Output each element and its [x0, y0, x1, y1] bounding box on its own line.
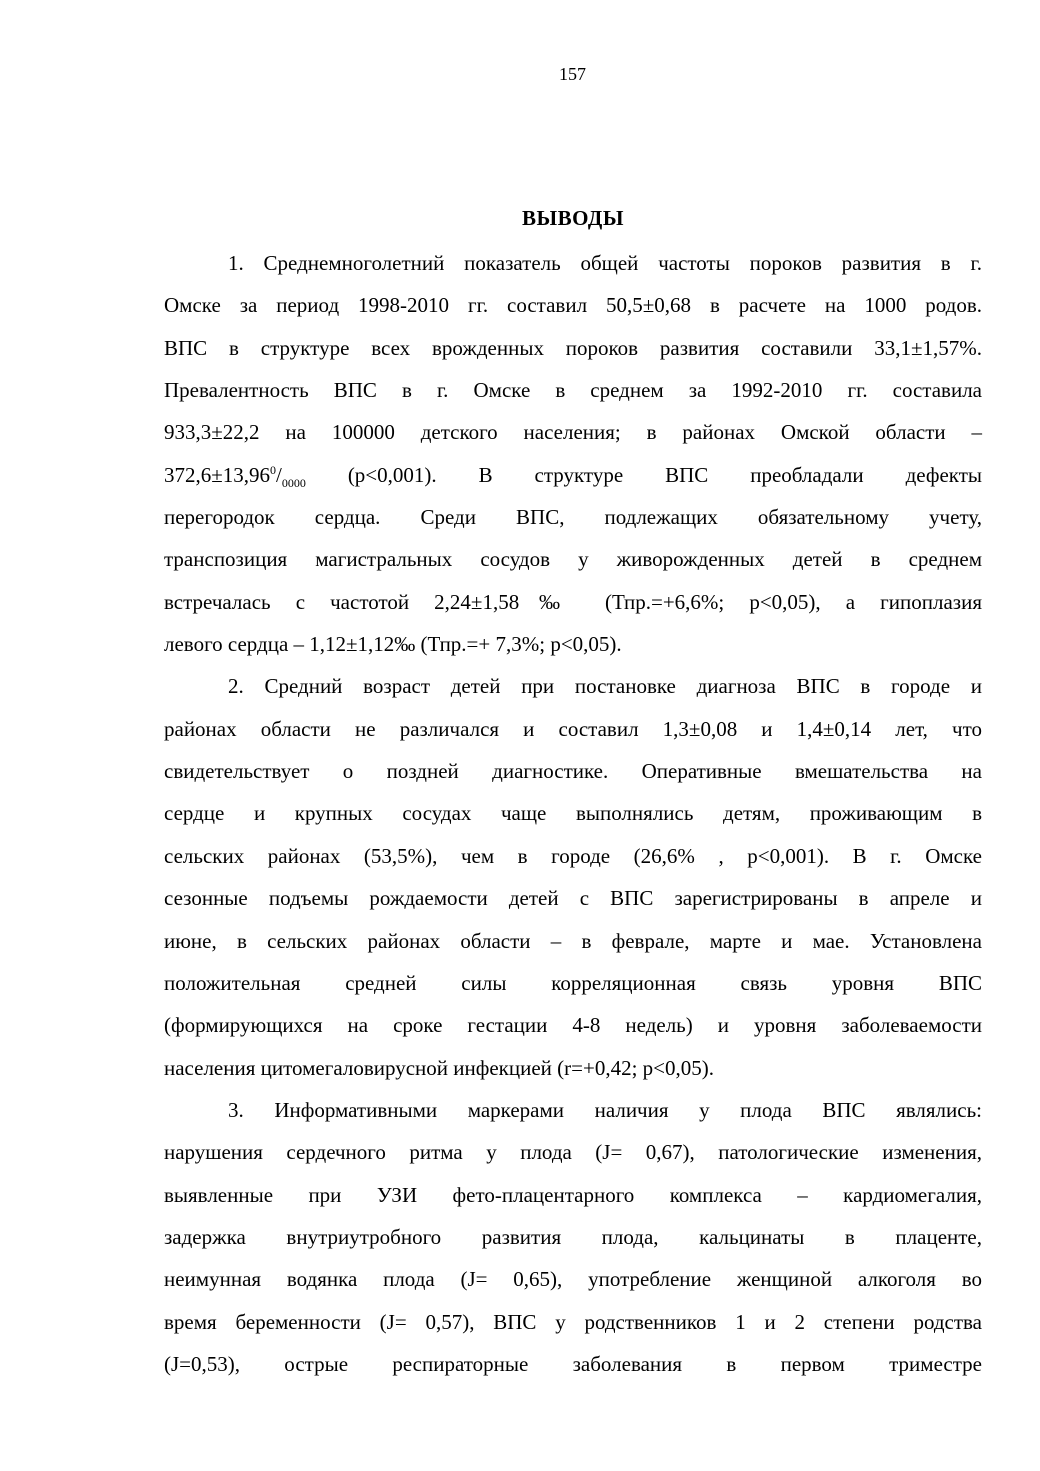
- text-line: Омске за период 1998-2010 гг. составил 50,5±0,68 в расчете на 1000 родов.: [164, 293, 982, 318]
- value-base: 372,6±13,96: [164, 462, 271, 487]
- subscript-zeros: 0000: [281, 475, 306, 490]
- text-line: (формирующихся на сроке гестации 4-8 недель) и уровня заболеваемости: [164, 1013, 982, 1038]
- text-line: нарушения сердечного ритма у плода (J= 0,67), патологические изменения,: [164, 1140, 982, 1165]
- text-line: встречалась с частотой 2,24±1,58‰ (Тпр.=+6,6%; p<0,05), а гипоплазия: [164, 589, 982, 614]
- text-line: свидетельствует о поздней диагностике. Оперативные вмешательства на: [164, 759, 982, 784]
- text-line: 1. Среднемноголетний показатель общей частоты пороков развития в г.: [228, 251, 982, 275]
- text-line: ВПС в структуре всех врожденных пороков развития составили 33,1±1,57%.: [164, 335, 982, 360]
- text-line: левого сердца – 1,12±1,12‰ (Тпр.=+ 7,3%; p<0,05).: [164, 632, 622, 657]
- text-line: 2. Средний возраст детей при постановке диагноза ВПС в городе и: [228, 674, 982, 699]
- text-line: 3. Информативными маркерами наличия у плода ВПС являлись:: [228, 1097, 982, 1122]
- section-title: ВЫВОДЫ: [522, 206, 624, 230]
- fraction-slash: /: [276, 462, 282, 487]
- body-text: [164, 247, 982, 1390]
- text-line: июне, в сельских районах области – в феврале, марте и мае. Установлена: [164, 928, 982, 953]
- text-line: населения цитомегаловирусной инфекцией (r=+0,42; p<0,05).: [164, 1055, 714, 1080]
- text-line: выявленные при УЗИ фето-плацентарного комплекса – кардиомегалия,: [164, 1182, 982, 1207]
- superscript-zero: 0: [270, 462, 277, 477]
- text-line: транспозиция магистральных сосудов у живорожденных детей в среднем: [164, 547, 982, 572]
- text-line: (J=0,53), острые респираторные заболевания в первом триместре: [164, 1351, 982, 1376]
- line-remainder: (p<0,001). В структуре ВПС преобладали дефекты: [305, 462, 982, 487]
- text-line: Превалентность ВПС в г. Омске в среднем за 1992-2010 гг. составила: [164, 378, 982, 403]
- text-line: перегородок сердца. Среди ВПС, подлежащих обязательному учету,: [164, 505, 982, 530]
- text-line: [164, 459, 982, 501]
- text-line: сердце и крупных сосудах чаще выполнялись детям, проживающим в: [164, 801, 982, 826]
- text-line: неимунная водянка плода (J= 0,65), употребление женщиной алкоголя во: [164, 1267, 982, 1292]
- text-line: сельских районах (53,5%), чем в городе (26,6% , p<0,001). В г. Омске: [164, 843, 982, 868]
- text-line: задержка внутриутробного развития плода, кальцинаты в плаценте,: [164, 1224, 982, 1249]
- page-number: 157: [559, 64, 586, 84]
- text-line: сезонные подъемы рождаемости детей с ВПС зарегистрированы в апреле и: [164, 886, 982, 911]
- text-line: время беременности (J= 0,57), ВПС у родственников 1 и 2 степени родства: [164, 1309, 982, 1334]
- text-line: 933,3±22,2 на 100000 детского населения; в районах Омской области –: [164, 420, 982, 445]
- text-line: районах области не различался и составил 1,3±0,08 и 1,4±0,14 лет, что: [164, 716, 982, 741]
- text-line: положительная средней силы корреляционная связь уровня ВПС: [164, 970, 982, 995]
